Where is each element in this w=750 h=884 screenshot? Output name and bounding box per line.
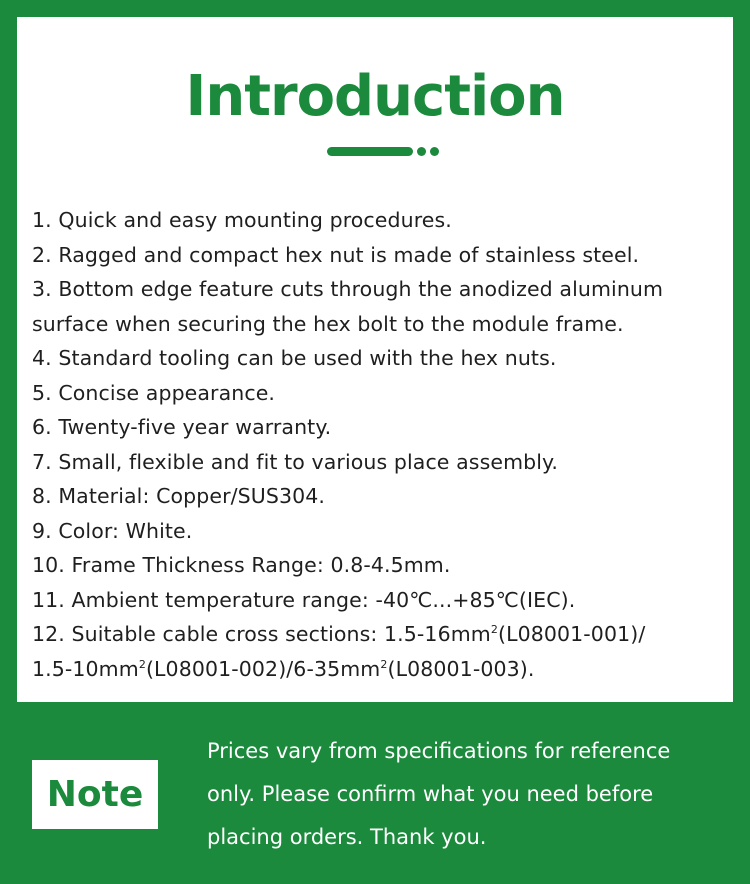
divider-bar [327, 147, 413, 156]
feature-item: 7. Small, flexible and fit to various place assembly. [32, 449, 558, 474]
feature-item: 2. Ragged and compact hex nut is made of stainless steel. [32, 242, 640, 267]
feature-item: 1. Quick and easy mounting procedures. [32, 208, 452, 232]
cable-superscript: 2 [490, 623, 498, 636]
cable-superscript: 2 [380, 657, 388, 671]
cable-part: (L08001-002)/6-35mm [145, 656, 381, 681]
feature-item: 4. Standard tooling can be used with the hex nuts. [32, 346, 557, 370]
feature-item: 3. Bottom edge feature cuts through the anodized aluminum surface when securing the hex bolt to the module frame. [32, 277, 664, 336]
cable-part: (L08001-003). [387, 656, 535, 681]
feature-item: 8. Material: Copper/SUS304. [32, 484, 325, 508]
divider-dot [417, 147, 426, 156]
feature-item: 5. Concise appearance. [32, 380, 276, 405]
page-title: Introduction [185, 64, 565, 129]
cable-prefix: 12. Suitable cable cross sections: 1.5-16mm [32, 622, 491, 646]
feature-item: 10. Frame Thickness Range: 0.8-4.5mm. [32, 553, 451, 577]
feature-item-cable-cont [32, 652, 732, 687]
feature-list [32, 203, 732, 686]
note-text [207, 730, 737, 859]
introduction-card [17, 17, 733, 702]
note-line: placing orders. Thank you. [207, 825, 487, 849]
note-badge [32, 760, 158, 829]
note-line: only. Please confirm what you need before [207, 782, 654, 806]
feature-item: 9. Color: White. [32, 518, 193, 543]
feature-item: 6. Twenty-five year warranty. [32, 415, 332, 439]
divider-dot [430, 147, 439, 156]
feature-item: 11. Ambient temperature range: -40℃...+85℃(IEC). [32, 587, 576, 612]
note-line: Prices vary from specifications for reference [207, 739, 671, 763]
cable-superscript: 2 [138, 657, 146, 671]
note-label: Note [46, 774, 144, 815]
cable-part: (L08001-001)/ [497, 622, 646, 646]
cable-part: 1.5-10mm [32, 656, 139, 681]
feature-item-cable [32, 617, 732, 652]
